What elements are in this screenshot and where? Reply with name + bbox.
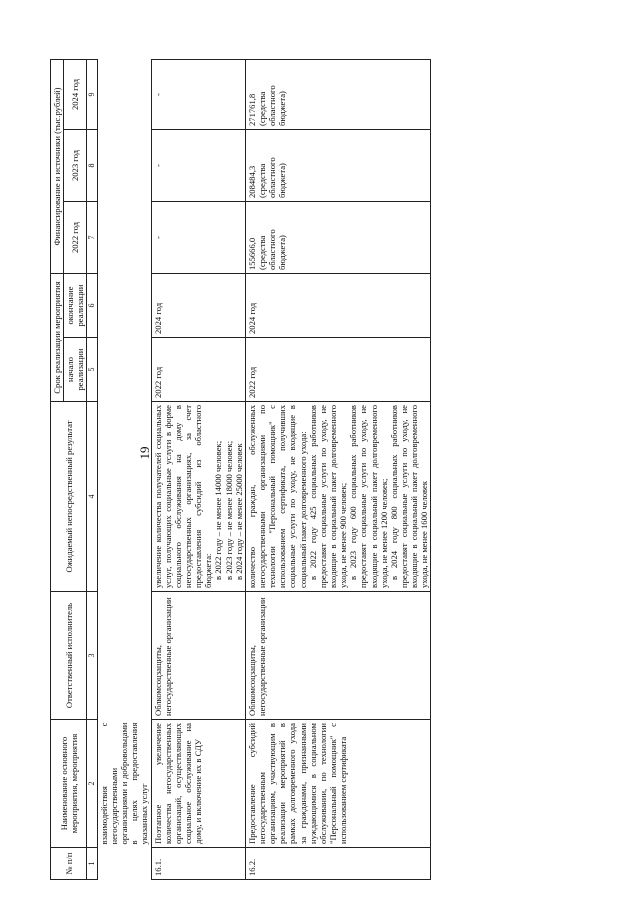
header-2022: 2022 год (64, 202, 87, 274)
column-number: 2 (87, 720, 97, 848)
header-term: Срок реализации мероприятия (51, 274, 64, 402)
row-result-item: в 2022 году 425 социальных работников предоставят социальные услуги по уходу, не входящие в социальный пакет долговременного ухода, не менее 900 человек; (307, 405, 349, 588)
row-fin-2022: 155666,0 (средства областного бюджета) (245, 202, 431, 274)
row-fin-2023: 208484,3 (средства областного бюджета) (245, 130, 431, 202)
row-result-item: в 2024 году 800 социальных работников предоставят социальные услуги по уходу, не входящие в социальный пакет долговременного ухода, не менее 1600 человек (388, 405, 430, 588)
row-fin-2024: - (151, 60, 245, 130)
header-term-end: окончание реализации (64, 274, 87, 338)
column-number: 1 (87, 848, 97, 880)
row-fin-2024: 271761,8 (средства областного бюджета) (245, 60, 431, 130)
header-executor: Ответственный исполнитель (51, 592, 87, 720)
page-number: 19 (137, 446, 152, 460)
row-start: 2022 год (151, 338, 245, 402)
row-executor: Облкомсоцзащиты, негосударственные организации (151, 592, 245, 720)
column-number: 7 (87, 202, 97, 274)
continuation-row (97, 60, 151, 880)
table-row (245, 60, 431, 880)
column-number: 9 (87, 60, 97, 130)
row-result (151, 402, 245, 592)
header-term-start: начало реализации (64, 338, 87, 402)
column-number: 3 (87, 592, 97, 720)
row-result-item: в 2023 году 600 социальных работников предоставят социальные услуги по уходу, не входящие в социальный пакет долговременного ухода, не менее 1200 человек; (348, 405, 389, 588)
row-fin-2023: - (151, 130, 245, 202)
header-financing: Финансирование и источники (тыс.рублей) (51, 60, 64, 274)
row-result-item: в 2022 году – не менее 14000 человек; (213, 440, 224, 580)
column-number: 5 (87, 338, 97, 402)
row-name: Поэтапное увеличение количества негосударственных организаций, осуществляющих социальное обслуживание на дому, и включение их в СДУ (151, 720, 245, 848)
row-number: 16.1. (151, 848, 245, 880)
row-result-main: увеличение количества получателей социальных услуг, получающих социальные услуги в форме социального обслуживания на дому в негосударственных организациях, за счет предоставления субсидий из областного бюджета: (152, 405, 214, 588)
header-result: Ожидаемый непосредственный результат (51, 402, 87, 592)
program-table (50, 59, 431, 880)
continuation-text: взаимодействия с негосударственными организациями и добровольцами в целях предоставления указанных услуг (98, 722, 150, 845)
row-number: 16.2. (245, 848, 431, 880)
row-result-item: в 2024 году – не менее 25000 человек (233, 443, 244, 580)
row-result (245, 402, 431, 592)
column-number: 4 (87, 402, 97, 592)
column-number: 8 (87, 130, 97, 202)
row-result-item: в 2023 году – не менее 18000 человек; (223, 440, 234, 580)
rotated-page (50, 40, 610, 880)
header-number: № п/п (51, 848, 87, 880)
row-executor: Облкомсоцзащиты, негосударственные организации (245, 592, 431, 720)
header-name: Наименование основного мероприятия, мероприятия (51, 720, 87, 848)
column-number-row (87, 60, 97, 880)
row-name: Предоставление субсидий негосударственным организациям, участвующим в реализации мероприятий в рамках долговременного ухода за гражданами, признанными нуждающимися в социальном обслуживании, по технологии "Персональный помощник" с использованием сертификата (245, 720, 431, 848)
header-row-1 (51, 60, 64, 880)
row-start: 2022 год (245, 338, 431, 402)
row-end: 2024 год (151, 274, 245, 338)
column-number: 6 (87, 274, 97, 338)
header-2023: 2023 год (64, 130, 87, 202)
table-row (151, 60, 245, 880)
row-result-main: количество граждан, обслуженных негосударственными организациями по технологии "Персональный помощник" с использованием сертификата, получивших социальные услуги по уходу, не входящие в социальный пакет долговременного ухода: (246, 405, 308, 588)
row-fin-2022: - (151, 202, 245, 274)
header-2024: 2024 год (64, 60, 87, 130)
row-end: 2024 год (245, 274, 431, 338)
